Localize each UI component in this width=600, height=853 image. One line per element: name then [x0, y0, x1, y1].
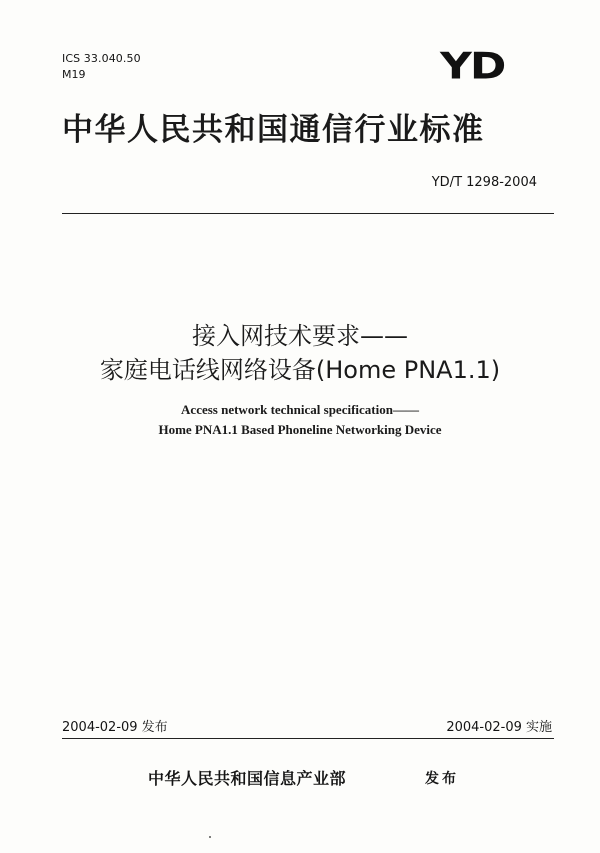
chinese-title-line-1: 接入网技术要求——	[192, 322, 408, 350]
yd-logo: YD	[440, 45, 505, 88]
english-title-line-1: Access network technical specification——	[181, 402, 419, 417]
standard-number: YD/T 1298-2004	[431, 175, 537, 190]
bottom-divider	[62, 738, 554, 739]
scan-speck	[209, 836, 211, 838]
ics-code: ICS 33.040.50	[62, 52, 141, 65]
issuing-authority: 中华人民共和国信息产业部	[148, 769, 347, 788]
release-date: 2004-02-09 发布	[62, 720, 168, 735]
english-title-line-2: Home PNA1.1 Based Phoneline Networking Device	[158, 422, 442, 437]
chinese-title-line-2: 家庭电话线网络设备(Home PNA1.1)	[99, 356, 501, 384]
classification-code: M19	[62, 68, 86, 81]
standard-category-title: 中华人民共和国通信行业标准	[62, 112, 485, 148]
issued-label: 发布	[425, 771, 459, 787]
implementation-date: 2004-02-09 实施	[446, 720, 552, 735]
top-divider	[62, 213, 554, 214]
